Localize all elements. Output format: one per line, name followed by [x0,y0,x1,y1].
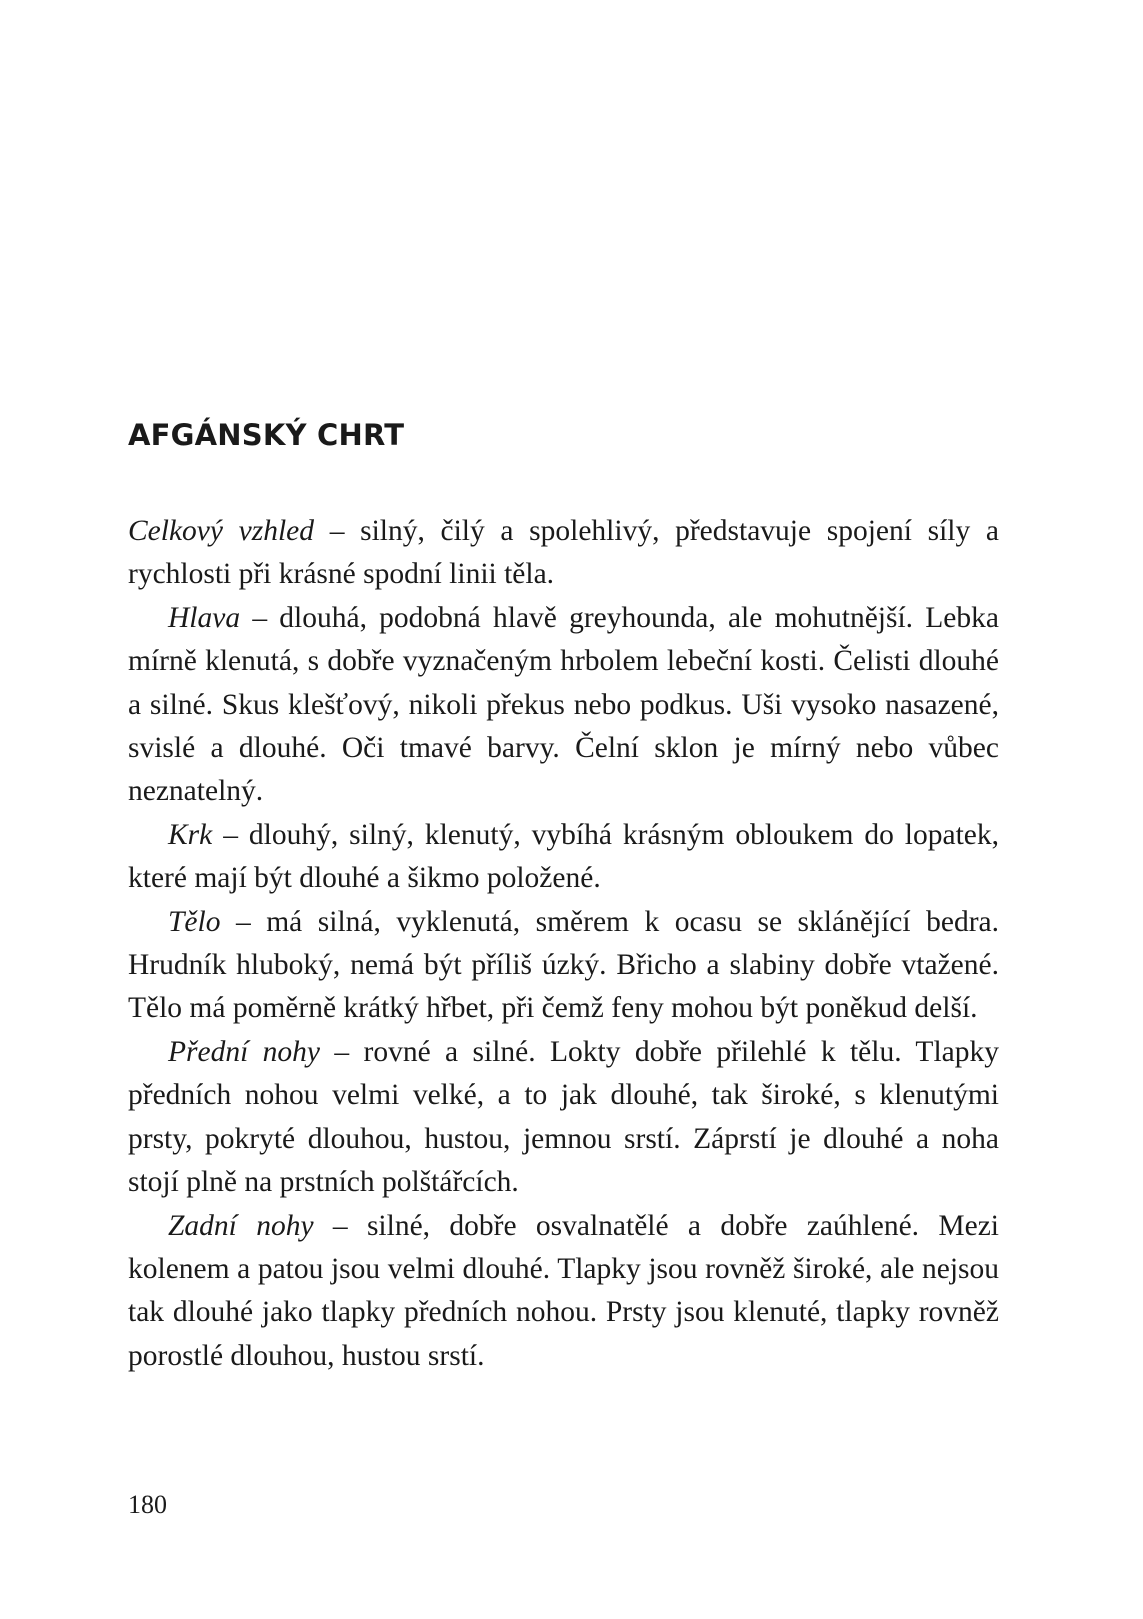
paragraph-text: – má silná, vyklenutá, směrem k ocasu se sklánějící bedra. Hrudník hluboký, nemá být příliš úzký. Břicho a slabiny dobře vtažené. Tělo má poměrně krátký hřbet, při čemž feny mohou být poněkud delší. [128,905,999,1025]
paragraph-neck [128,814,999,901]
paragraph-head [128,597,999,814]
paragraph-term: Krk [168,818,213,851]
paragraph-general-appearance [128,510,999,597]
paragraph-term: Hlava [168,601,241,634]
paragraph-text: – dlouhá, podobná hlavě greyhounda, ale mohutnější. Lebka mírně klenutá, s dobře vyznačeným hrbolem lebeční kosti. Čelisti dlouhé a silné. Skus klešťový, nikoli překus nebo podkus. Uši vysoko nasazené, svislé a dlouhé. Oči tmavé barvy. Čelní sklon je mírný nebo vůbec neznatelný. [128,601,999,808]
paragraph-text: – silný, čilý a spolehlivý, představuje spojení síly a rychlosti při krásné spodní linii těla. [128,515,999,591]
paragraph-front-legs [128,1031,999,1205]
paragraph-term: Celkový vzhled [128,515,315,547]
paragraph-hind-legs [128,1205,999,1379]
chapter-heading: AFGÁNSKÝ CHRT [128,418,405,452]
paragraph-body [128,901,999,1031]
paragraph-text: – rovné a silné. Lokty dobře přilehlé k tělu. Tlapky předních nohou velmi velké, a to jak dlouhé, tak široké, s klenutými prsty, pokryté dlouhou, hustou, jemnou srstí. Záprstí je dlouhé a noha stojí plně na prstních polštářcích. [128,1035,999,1199]
paragraph-term: Přední nohy [168,1035,321,1068]
paragraph-term: Tělo [168,905,221,938]
page-number: 180 [128,1490,167,1519]
paragraph-term: Zadní nohy [168,1209,314,1242]
paragraph-text: – silné, dobře osvalnatělé a dobře zaúhlené. Mezi kolenem a patou jsou velmi dlouhé. Tlapky jsou rovněž široké, ale nejsou tak dlouhé jako tlapky předních nohou. Prsty jsou klenuté, tlapky rovněž porostlé dlouhou, hustou srstí. [128,1209,999,1372]
paragraph-text: – dlouhý, silný, klenutý, vybíhá krásným obloukem do lopatek, které mají být dlouhé a šikmo položené. [128,818,999,895]
body-text [128,510,999,1378]
